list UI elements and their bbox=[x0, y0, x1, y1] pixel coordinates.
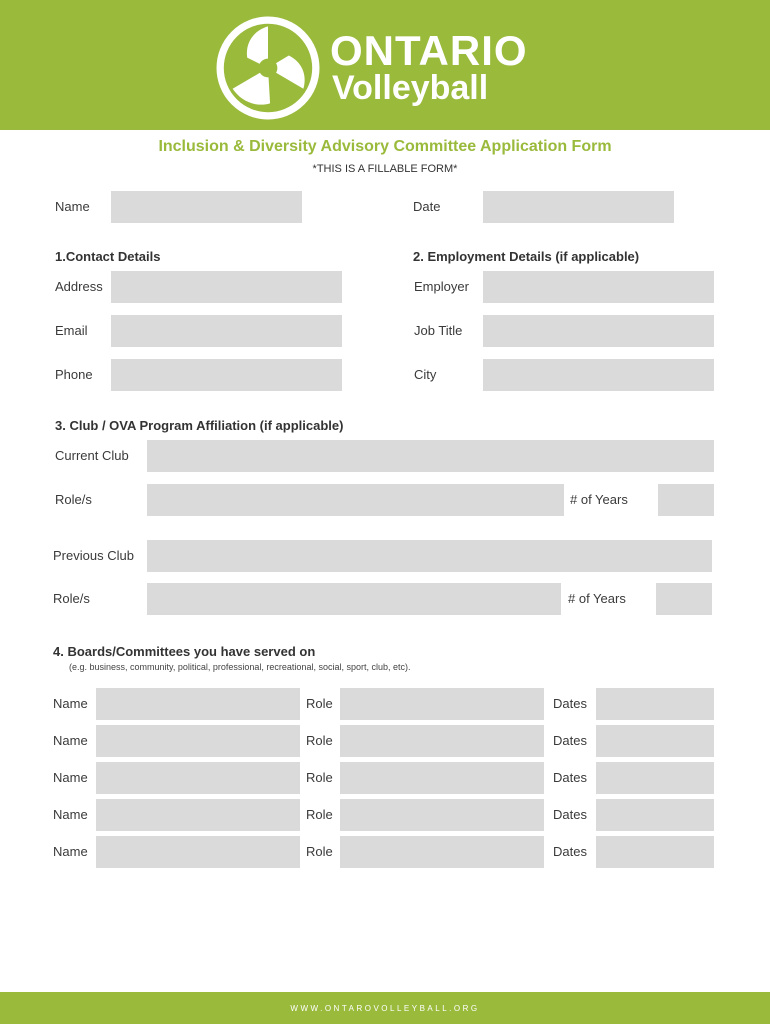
board-dates-field[interactable] bbox=[596, 688, 714, 720]
address-field[interactable] bbox=[111, 271, 342, 303]
header-banner bbox=[0, 0, 770, 130]
job-title-field[interactable] bbox=[483, 315, 714, 347]
role-field[interactable] bbox=[147, 484, 564, 516]
board-name-label: Name bbox=[53, 844, 88, 859]
board-role-label: Role bbox=[306, 807, 333, 822]
board-role-field[interactable] bbox=[340, 836, 544, 868]
board-dates-field[interactable] bbox=[596, 799, 714, 831]
club-heading: 3. Club / OVA Program Affiliation (if applicable) bbox=[55, 418, 344, 433]
address-label: Address bbox=[55, 279, 103, 294]
board-name-label: Name bbox=[53, 696, 88, 711]
board-name-label: Name bbox=[53, 770, 88, 785]
phone-field[interactable] bbox=[111, 359, 342, 391]
board-dates-label: Dates bbox=[553, 696, 587, 711]
board-dates-field[interactable] bbox=[596, 836, 714, 868]
previous-role-label: Role/s bbox=[53, 591, 90, 606]
previous-role-field[interactable] bbox=[147, 583, 561, 615]
board-role-field[interactable] bbox=[340, 688, 544, 720]
board-dates-label: Dates bbox=[553, 770, 587, 785]
logo-text-ontario: ONTARIO bbox=[330, 27, 528, 74]
board-dates-label: Dates bbox=[553, 807, 587, 822]
board-role-label: Role bbox=[306, 696, 333, 711]
board-name-field[interactable] bbox=[96, 799, 300, 831]
board-role-field[interactable] bbox=[340, 762, 544, 794]
previous-years-label: # of Years bbox=[568, 591, 626, 606]
previous-club-label: Previous Club bbox=[53, 548, 134, 563]
years-label: # of Years bbox=[570, 492, 628, 507]
years-field[interactable] bbox=[658, 484, 714, 516]
footer-url[interactable]: WWW.ONTAROVOLLEYBALL.ORG bbox=[290, 1004, 480, 1013]
board-name-field[interactable] bbox=[96, 688, 300, 720]
board-dates-label: Dates bbox=[553, 844, 587, 859]
email-label: Email bbox=[55, 323, 88, 338]
previous-years-field[interactable] bbox=[656, 583, 712, 615]
city-label: City bbox=[414, 367, 437, 382]
boards-note: (e.g. business, community, political, professional, recreational, social, sport, club, etc). bbox=[69, 662, 411, 672]
phone-label: Phone bbox=[55, 367, 93, 382]
employer-field[interactable] bbox=[483, 271, 714, 303]
form-title: Inclusion & Diversity Advisory Committee Application Form bbox=[158, 138, 612, 155]
previous-club-field[interactable] bbox=[147, 540, 712, 572]
volleyball-icon bbox=[216, 16, 320, 120]
logo-text-volleyball: Volleyball bbox=[332, 69, 489, 107]
board-name-field[interactable] bbox=[96, 725, 300, 757]
city-field[interactable] bbox=[483, 359, 714, 391]
job-title-label: Job Title bbox=[414, 323, 463, 338]
board-role-label: Role bbox=[306, 733, 333, 748]
current-club-field[interactable] bbox=[147, 440, 714, 472]
board-role-label: Role bbox=[306, 844, 333, 859]
date-label: Date bbox=[413, 199, 441, 214]
boards-heading: 4. Boards/Committees you have served on bbox=[53, 644, 316, 659]
role-label: Role/s bbox=[55, 492, 92, 507]
name-field[interactable] bbox=[111, 191, 302, 223]
current-club-label: Current Club bbox=[55, 448, 129, 463]
date-field[interactable] bbox=[483, 191, 674, 223]
board-name-field[interactable] bbox=[96, 762, 300, 794]
contact-heading: 1.Contact Details bbox=[55, 249, 161, 264]
board-role-field[interactable] bbox=[340, 725, 544, 757]
board-dates-field[interactable] bbox=[596, 762, 714, 794]
board-role-field[interactable] bbox=[340, 799, 544, 831]
employer-label: Employer bbox=[414, 279, 469, 294]
board-dates-label: Dates bbox=[553, 733, 587, 748]
footer-banner bbox=[0, 992, 770, 1024]
employment-heading: 2. Employment Details (if applicable) bbox=[413, 249, 640, 264]
board-name-field[interactable] bbox=[96, 836, 300, 868]
board-name-label: Name bbox=[53, 733, 88, 748]
form-subtitle: *THIS IS A FILLABLE FORM* bbox=[312, 163, 458, 175]
board-role-label: Role bbox=[306, 770, 333, 785]
board-dates-field[interactable] bbox=[596, 725, 714, 757]
email-field[interactable] bbox=[111, 315, 342, 347]
name-label: Name bbox=[55, 199, 90, 214]
board-name-label: Name bbox=[53, 807, 88, 822]
